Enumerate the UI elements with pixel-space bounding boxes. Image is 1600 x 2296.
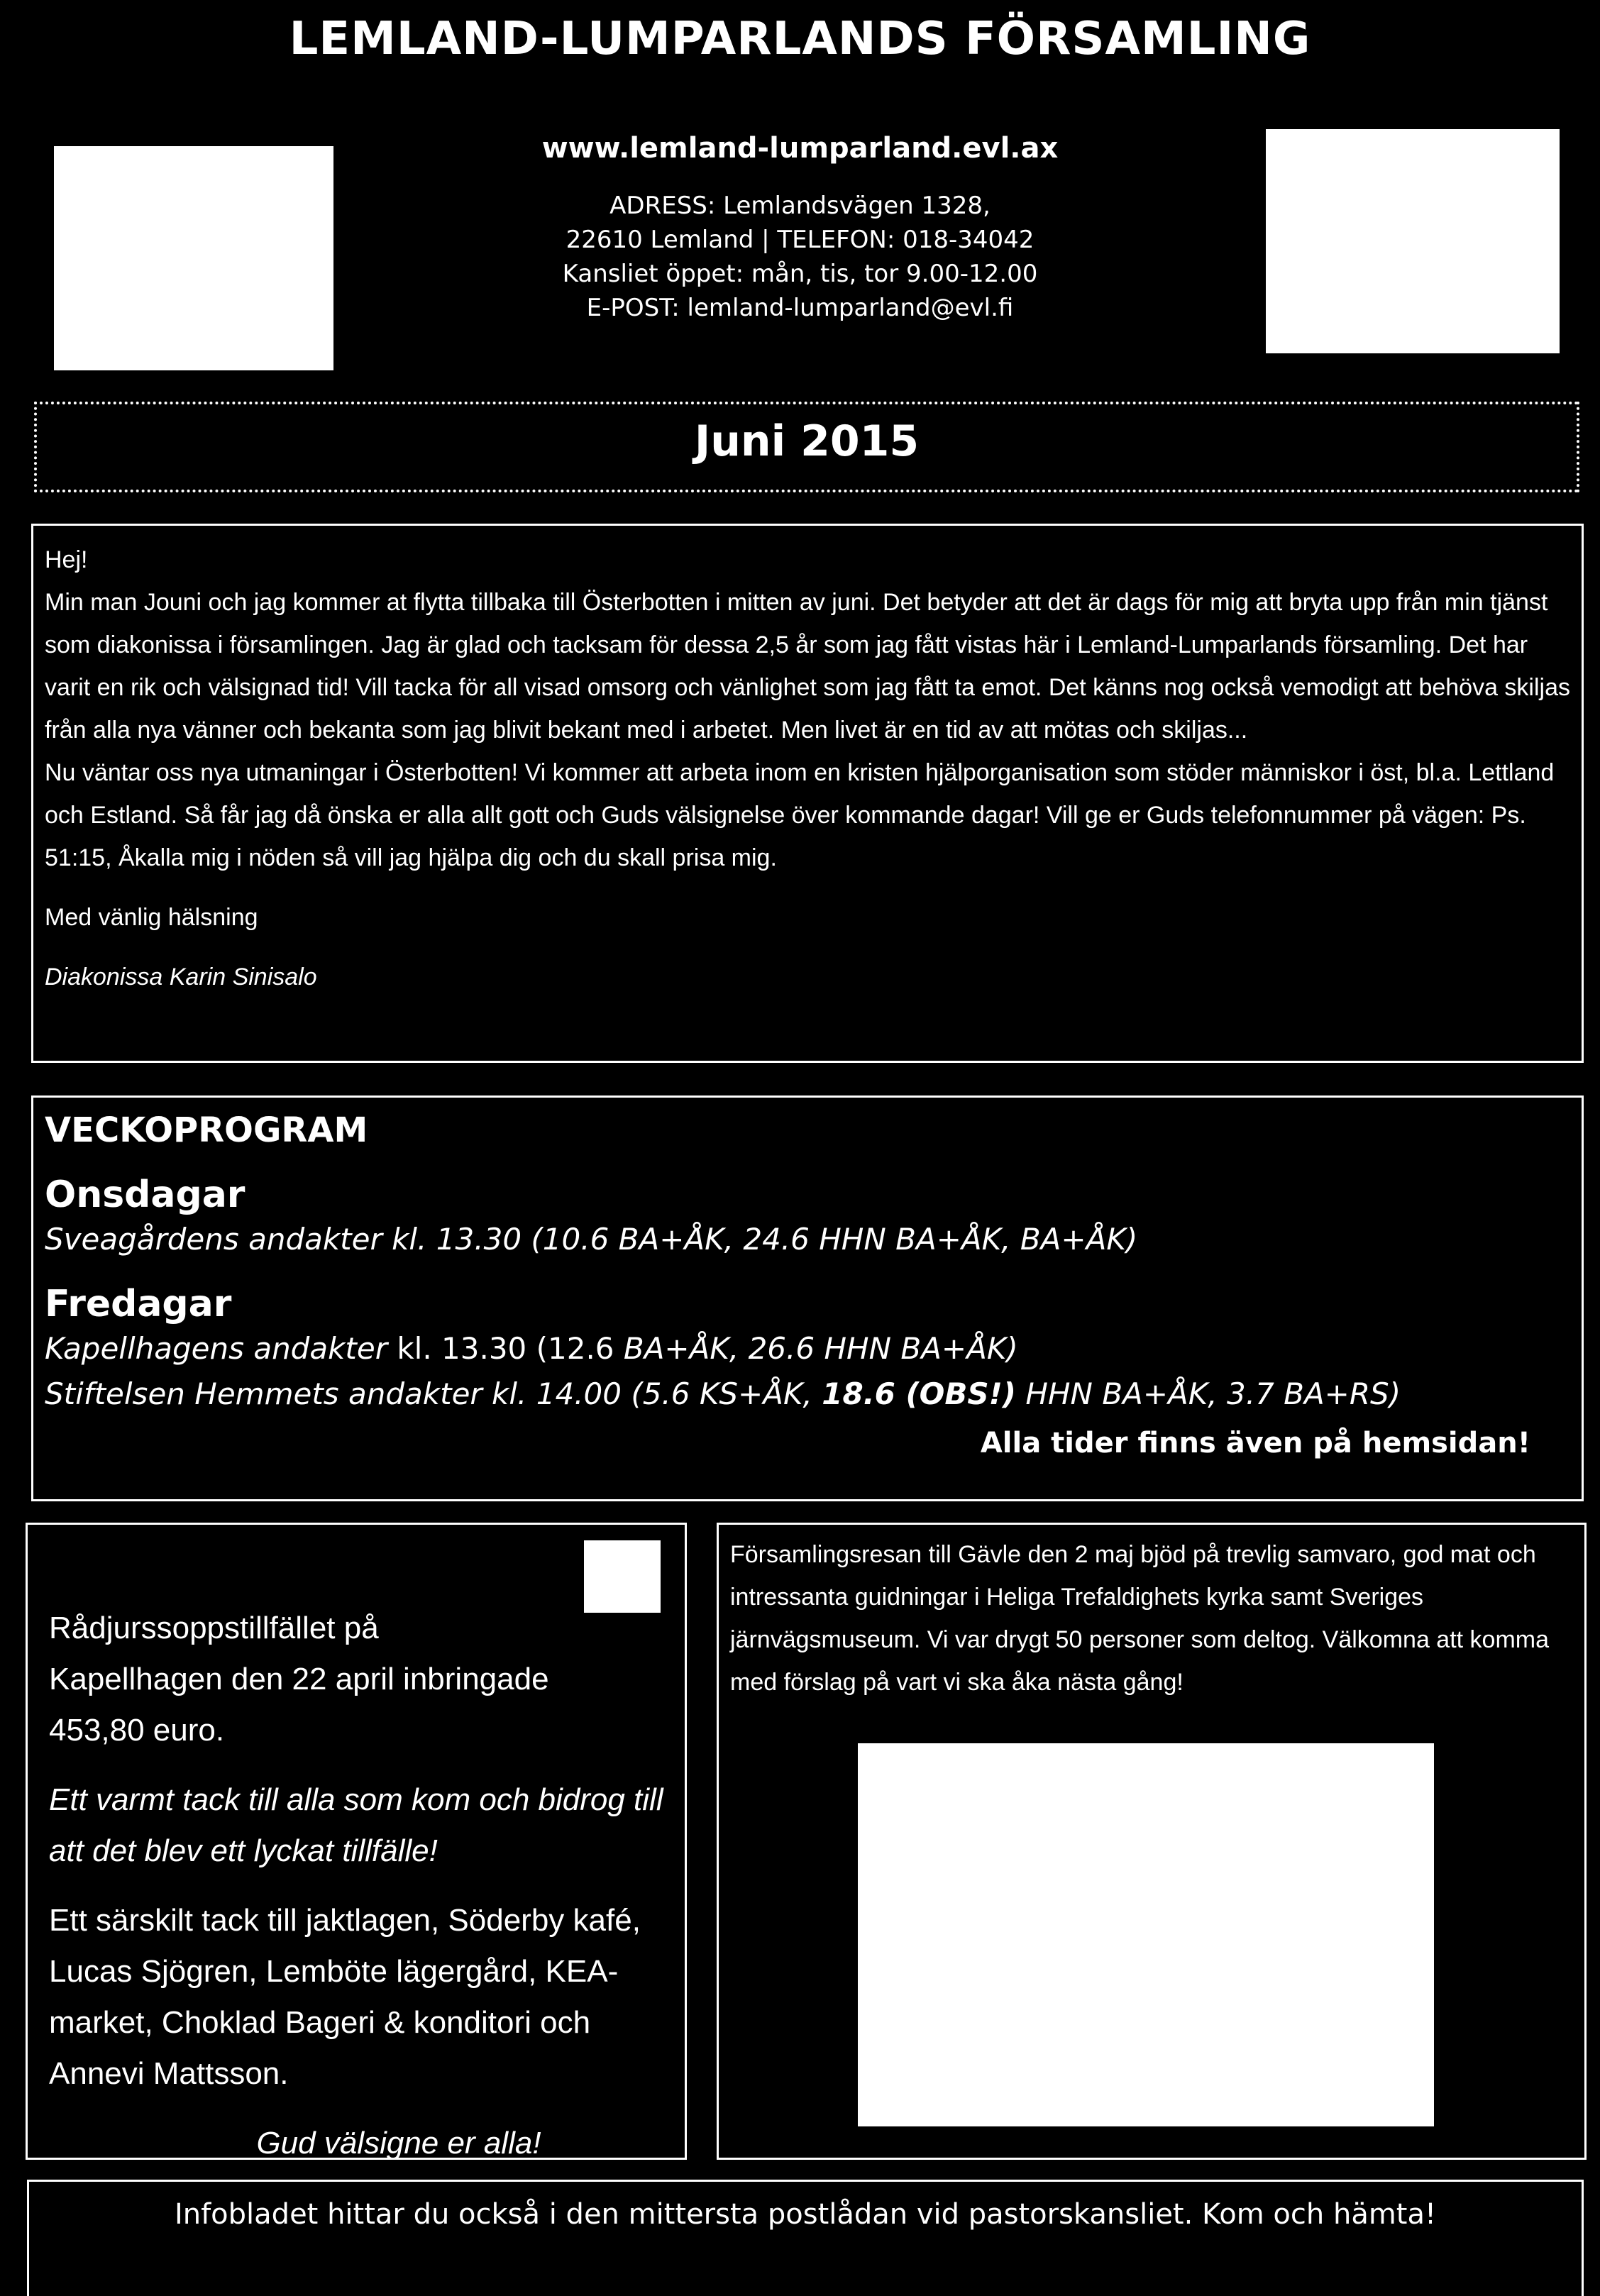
contact-info (0, 189, 1600, 325)
friday-line-2-part-a: Stiftelsen Hemmets andakter kl. 14.00 (5.6 KS+ÅK, (45, 1376, 822, 1411)
trip-text: Församlingsresan till Gävle den 2 maj bjöd på trevlig samvaro, god mat och intressanta guidningar i Heliga Trefaldighets kyrka samt Sveriges järnvägsmuseum. Vi var drygt 50 personer som deltog. Välkomna att komma med förslag på vart vi ska åka nästa gång! (730, 1541, 1550, 1696)
trip-photo (858, 1743, 1434, 2126)
friday-line-2-part-b: HHN BA+ÅK, 3.7 BA+RS) (1016, 1376, 1401, 1411)
friday-line-2 (45, 1371, 1570, 1417)
letter-greeting: Hej! (45, 546, 88, 573)
wednesday-line: Sveagårdens andakter kl. 13.30 (10.6 BA+ÅK, 24.6 HHN BA+ÅK, BA+ÅK) (45, 1222, 1138, 1257)
weekly-program (31, 1095, 1584, 1501)
fundraiser-box (26, 1523, 687, 2160)
letter-paragraph-1: Min man Jouni och jag kommer at flytta tillbaka till Österbotten i mitten av juni. Det betyder att det är dags för mig att bryta upp från min tjänst som diakonissa i församlingen. Jag är glad och tacksam för dessa 2,5 år som jag fått vistas här i Lemland-Lumparlands församling. Det har varit en rik och välsignad tid! Vill tacka för all visad omsorg och vänlighet som jag fått ta emot. Det känns nog också vemodigt att behöva skiljas från alla nya vänner och bekanta som jag blivit bekant med i arbetet. Men livet är en tid av att mötas och skiljas... (45, 589, 1571, 744)
footer-note: Infobladet hittar du också i den mittersta postlådan vid pastorskansliet. Kom och hämta! (27, 2180, 1584, 2296)
month-heading: Juni 2015 (34, 402, 1579, 492)
farewell-letter (31, 524, 1584, 1063)
website-note: Alla tider finns även på hemsidan! (980, 1427, 1530, 1459)
address-line: ADRESS: Lemlandsvägen 1328, (609, 192, 991, 220)
letter-closing: Med vänlig hälsning (45, 904, 258, 931)
friday-line-1-part-a: Kapellhagens andakter (45, 1331, 387, 1366)
friday-line-1 (45, 1326, 1570, 1371)
wednesday-heading: Onsdagar (45, 1174, 245, 1216)
page-title: LEMLAND-LUMPARLANDS FÖRSAMLING (289, 13, 1311, 65)
friday-line-2-bold: 18.6 (OBS!) (822, 1376, 1016, 1411)
letter-paragraph-2: Nu väntar oss nya utmaningar i Österbotten! Vi kommer att arbeta inom en kristen hjälporganisation som stöder människor i öst, bl.a. Lettland och Estland. Så får jag då önska er alla allt gott och Guds välsignelse över kommande dagar! Vill ge er Guds telefonnummer på vägen: Ps. 51:15, Åkalla mig i nöden så vill jag hjälpa dig och du skall prisa mig. (45, 759, 1555, 871)
fundraiser-sponsors: Ett särskilt tack till jaktlagen, Söderby kafé, Lucas Sjögren, Lemböte lägergård, KEA-market, Choklad Bageri & konditori och Annevi Mattsson. (49, 1903, 641, 2091)
small-image (584, 1540, 661, 1613)
fundraiser-thanks: Ett varmt tack till alla som kom och bidrog till att det blev ett lyckat tillfälle! (49, 1782, 663, 1868)
friday-line-1-part-c: BA+ÅK, 26.6 HHN BA+ÅK) (623, 1331, 1018, 1366)
friday-line-1-part-b: kl. 13.30 (12.6 (387, 1331, 624, 1366)
fundraiser-blessing: Gud välsigne er alla! (256, 2126, 541, 2160)
weekly-heading: VECKOPROGRAM (45, 1110, 368, 1150)
address-phone-line: 22610 Lemland | TELEFON: 018-34042 (565, 226, 1035, 254)
office-hours-line: Kansliet öppet: mån, tis, tor 9.00-12.00 (562, 260, 1038, 288)
email-line: E-POST: lemland-lumparland@evl.fi (586, 294, 1014, 322)
letter-signature: Diakonissa Karin Sinisalo (45, 964, 317, 990)
website-link[interactable]: www.lemland-lumparland.evl.ax (541, 132, 1059, 165)
trip-box (717, 1523, 1587, 2160)
fundraiser-text: Rådjurssoppstillfället på Kapellhagen den 22 april inbringade 453,80 euro. (49, 1611, 549, 1748)
friday-heading: Fredagar (45, 1283, 232, 1325)
